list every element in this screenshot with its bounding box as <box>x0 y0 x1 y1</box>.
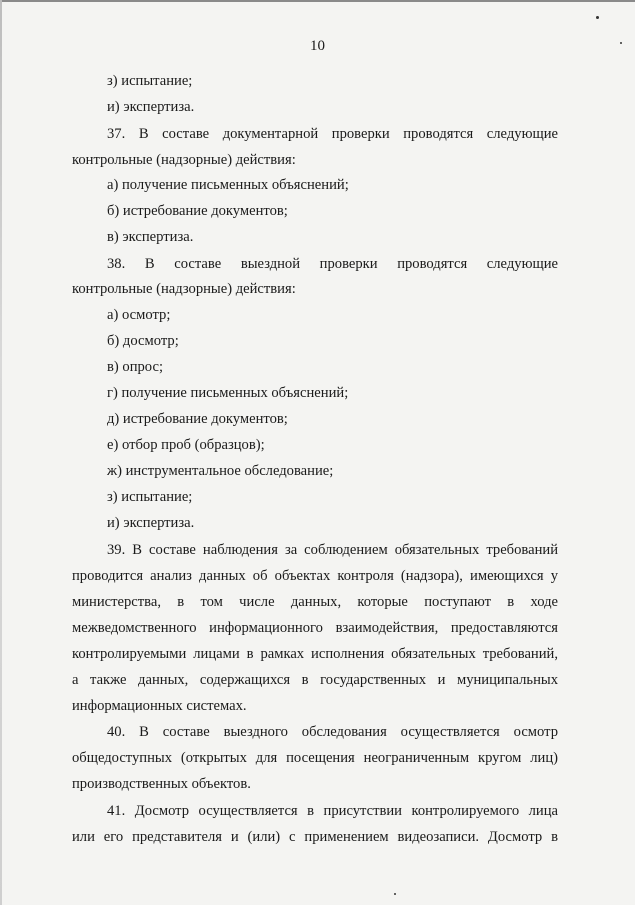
list-item: и) экспертиза. <box>107 99 195 115</box>
scan-speck <box>620 42 622 44</box>
list-item: з) испытание; <box>107 489 193 505</box>
paragraph-39-last-line: информационных системах. <box>72 698 247 714</box>
scan-speck <box>596 16 599 19</box>
scan-edge-top <box>0 0 635 2</box>
paragraph-38-first-line: 38. В составе выездной проверки проводятся следующие <box>107 256 558 272</box>
paragraph-40-first-line: 40. В составе выездного обследования осуществляется осмотр <box>107 724 558 740</box>
paragraph-41-first-line: 41. Досмотр осуществляется в присутствии контролируемого лица <box>107 803 558 819</box>
list-item: и) экспертиза. <box>107 515 195 531</box>
scan-speck <box>394 893 396 895</box>
list-item: а) осмотр; <box>107 307 171 323</box>
paragraph-40-last-line: производственных объектов. <box>72 776 251 792</box>
paragraph-39-line: а также данных, содержащихся в государственных и муниципальных <box>72 672 558 688</box>
paragraph-39-line: проводится анализ данных об объектах контроля (надзора), имеющихся у <box>72 568 558 584</box>
paragraph-37-first-line: 37. В составе документарной проверки проводятся следующие <box>107 126 558 142</box>
paragraph-38-last-line: контрольные (надзорные) действия: <box>72 281 296 297</box>
paragraph-39-line: контролируемыми лицами в рамках исполнения обязательных требований, <box>72 646 558 662</box>
list-item: з) испытание; <box>107 73 193 89</box>
paragraph-39-first-line: 39. В составе наблюдения за соблюдением обязательных требований <box>107 542 558 558</box>
list-item: а) получение письменных объяснений; <box>107 177 349 193</box>
scan-edge-left <box>0 0 2 905</box>
list-item: е) отбор проб (образцов); <box>107 437 265 453</box>
paragraph-39-line: министерства, в том числе данных, которые поступают в ходе <box>72 594 558 610</box>
list-item: д) истребование документов; <box>107 411 288 427</box>
paragraph-37-last-line: контрольные (надзорные) действия: <box>72 152 296 168</box>
list-item: г) получение письменных объяснений; <box>107 385 349 401</box>
list-item: в) экспертиза. <box>107 229 194 245</box>
paragraph-41-line: или его представителя и (или) с применением видеозаписи. Досмотр в <box>72 829 558 845</box>
paragraph-40-line: общедоступных (открытых для посещения неограниченным кругом лиц) <box>72 750 558 766</box>
paragraph-39-line: межведомственного информационного взаимодействия, предоставляются <box>72 620 558 636</box>
list-item: б) истребование документов; <box>107 203 288 219</box>
list-item: ж) инструментальное обследование; <box>107 463 334 479</box>
page-number: 10 <box>310 38 325 54</box>
list-item: б) досмотр; <box>107 333 179 349</box>
list-item: в) опрос; <box>107 359 163 375</box>
